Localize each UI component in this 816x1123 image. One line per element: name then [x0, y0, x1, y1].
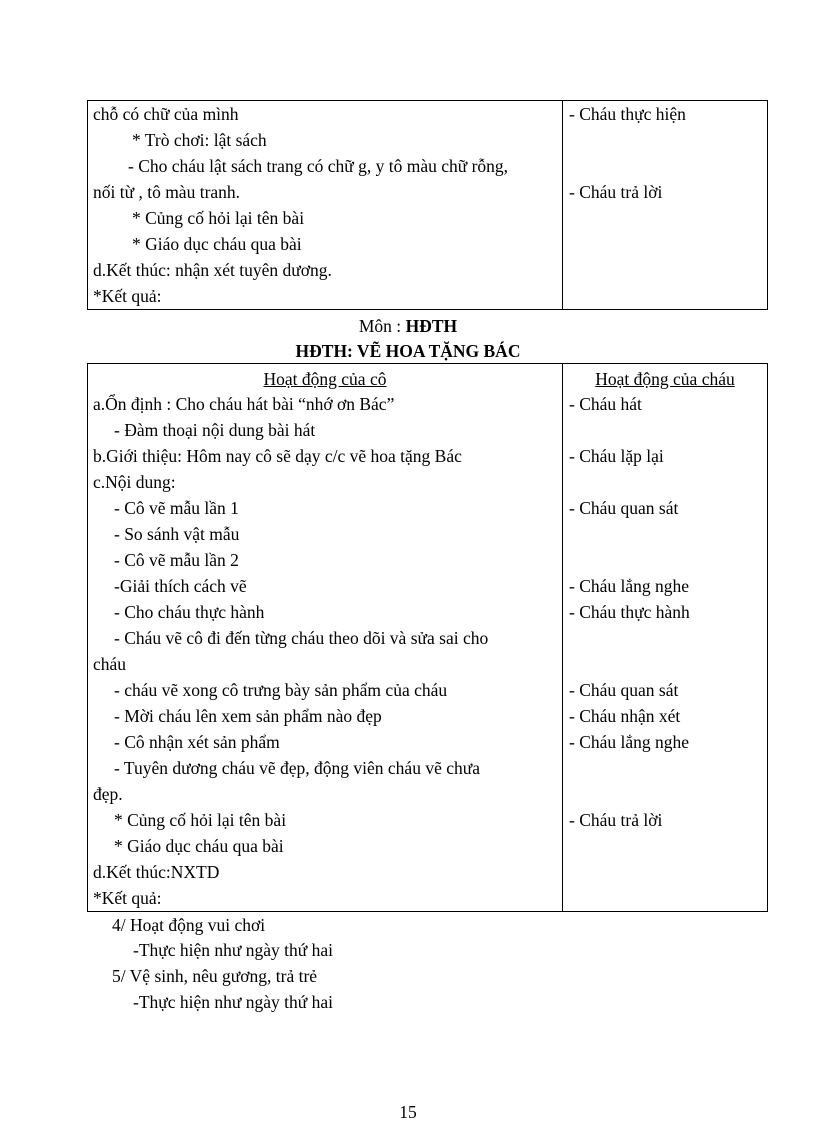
table-line: - Cháu lặp lại	[569, 446, 664, 466]
table-line	[563, 417, 767, 443]
subject-heading	[0, 315, 816, 337]
activity-title: HĐTH: VẼ HOA TẶNG BÁC	[295, 341, 521, 361]
table-line: *Kết quả:	[93, 286, 162, 306]
table-line: *Kết quả:	[93, 888, 162, 908]
table-line: - So sánh vật mẫu	[114, 524, 240, 544]
table-line: - Cháu thực hành	[569, 602, 690, 622]
table-line: - cháu vẽ xong cô trưng bày sản phẩm của cháu	[114, 680, 448, 700]
table-line: - Cháu lắng nghe	[569, 576, 690, 596]
table-line: -Giải thích cách vẽ	[114, 576, 247, 596]
table-line: cháu	[93, 654, 127, 674]
table-line: - Cháu trả lời	[569, 810, 663, 830]
footer-line: 5/ Vệ sinh, nêu gương, trả trẻ	[112, 966, 318, 986]
table-line: - Cháu hát	[569, 394, 642, 414]
table-line: d.Kết thúc: nhận xét tuyên dương.	[93, 260, 332, 280]
teacher-column	[88, 101, 563, 310]
table-line: * Củng cố hỏi lại tên bài	[114, 810, 287, 830]
table-line: b.Giới thiệu: Hôm nay cô sẽ dạy c/c vẽ hoa tặng Bác	[93, 446, 462, 466]
table-line	[563, 257, 767, 283]
subject-value: HĐTH	[405, 316, 458, 336]
table-line	[563, 547, 767, 573]
page-number: 15	[399, 1102, 417, 1122]
table-line: * Giáo dục cháu qua bài	[132, 234, 302, 254]
table-line: - Cô nhận xét sản phẩm	[114, 732, 280, 752]
child-column	[563, 364, 768, 912]
table-line: * Giáo dục cháu qua bài	[114, 836, 284, 856]
table-line: - Cháu quan sát	[569, 680, 679, 700]
table-line: a.Ổn định : Cho cháu hát bài “nhớ ơn Bác”	[93, 394, 395, 414]
table-line	[563, 885, 767, 911]
table-line: - Cô vẽ mẫu lần 2	[114, 550, 239, 570]
footer-line: -Thực hiện như ngày thứ hai	[133, 992, 334, 1012]
child-column	[563, 101, 768, 310]
table-line: c.Nội dung:	[93, 472, 176, 492]
table-line: - Tuyên dương cháu vẽ đẹp, động viên cháu vẽ chưa	[114, 758, 480, 778]
activity-table-1	[87, 100, 768, 310]
table-line: - Cho cháu thực hành	[114, 602, 265, 622]
subject-label: Môn :	[358, 316, 402, 336]
table-line: - Cháu quan sát	[569, 498, 679, 518]
teacher-column	[88, 364, 563, 912]
table-line: - Cháu vẽ cô đi đến từng cháu theo dõi và sửa sai cho	[114, 628, 489, 648]
table-line	[563, 231, 767, 257]
table-line	[563, 781, 767, 807]
table-line	[563, 153, 767, 179]
table-line	[563, 469, 767, 495]
table-line: - Cháu trả lời	[569, 182, 663, 202]
table-line: * Củng cố hỏi lại tên bài	[132, 208, 305, 228]
table-line: nối từ , tô màu tranh.	[93, 182, 241, 202]
table-line: đẹp.	[93, 784, 123, 804]
header-child: Hoạt động của cháu	[595, 369, 735, 389]
table-line	[563, 127, 767, 153]
footer-line: -Thực hiện như ngày thứ hai	[133, 940, 334, 960]
table-line: - Cháu thực hiện	[569, 104, 686, 124]
table-line: - Mời cháu lên xem sản phẩm nào đẹp	[114, 706, 382, 726]
table-line	[563, 521, 767, 547]
activity-table-2	[87, 363, 768, 912]
table-line: - Cháu nhận xét	[569, 706, 681, 726]
table-line	[563, 283, 767, 309]
table-line	[563, 859, 767, 885]
table-line	[563, 625, 767, 651]
table-line: * Trò chơi: lật sách	[132, 130, 267, 150]
table-line: - Cô vẽ mẫu lần 1	[114, 498, 239, 518]
table-line	[563, 205, 767, 231]
table-line: - Cho cháu lật sách trang có chữ g, y tô màu chữ rỗng,	[128, 156, 509, 176]
table-line	[563, 833, 767, 859]
header-teacher: Hoạt động của cô	[263, 369, 387, 389]
table-line: - Đàm thoại nội dung bài hát	[114, 420, 316, 440]
table-line: chỗ có chữ của mình	[93, 104, 239, 124]
table-line: - Cháu lắng nghe	[569, 732, 690, 752]
footer-line: 4/ Hoạt động vui chơi	[112, 915, 266, 935]
table-line: d.Kết thúc:NXTD	[93, 862, 220, 882]
table-line	[563, 755, 767, 781]
table-line	[563, 651, 767, 677]
